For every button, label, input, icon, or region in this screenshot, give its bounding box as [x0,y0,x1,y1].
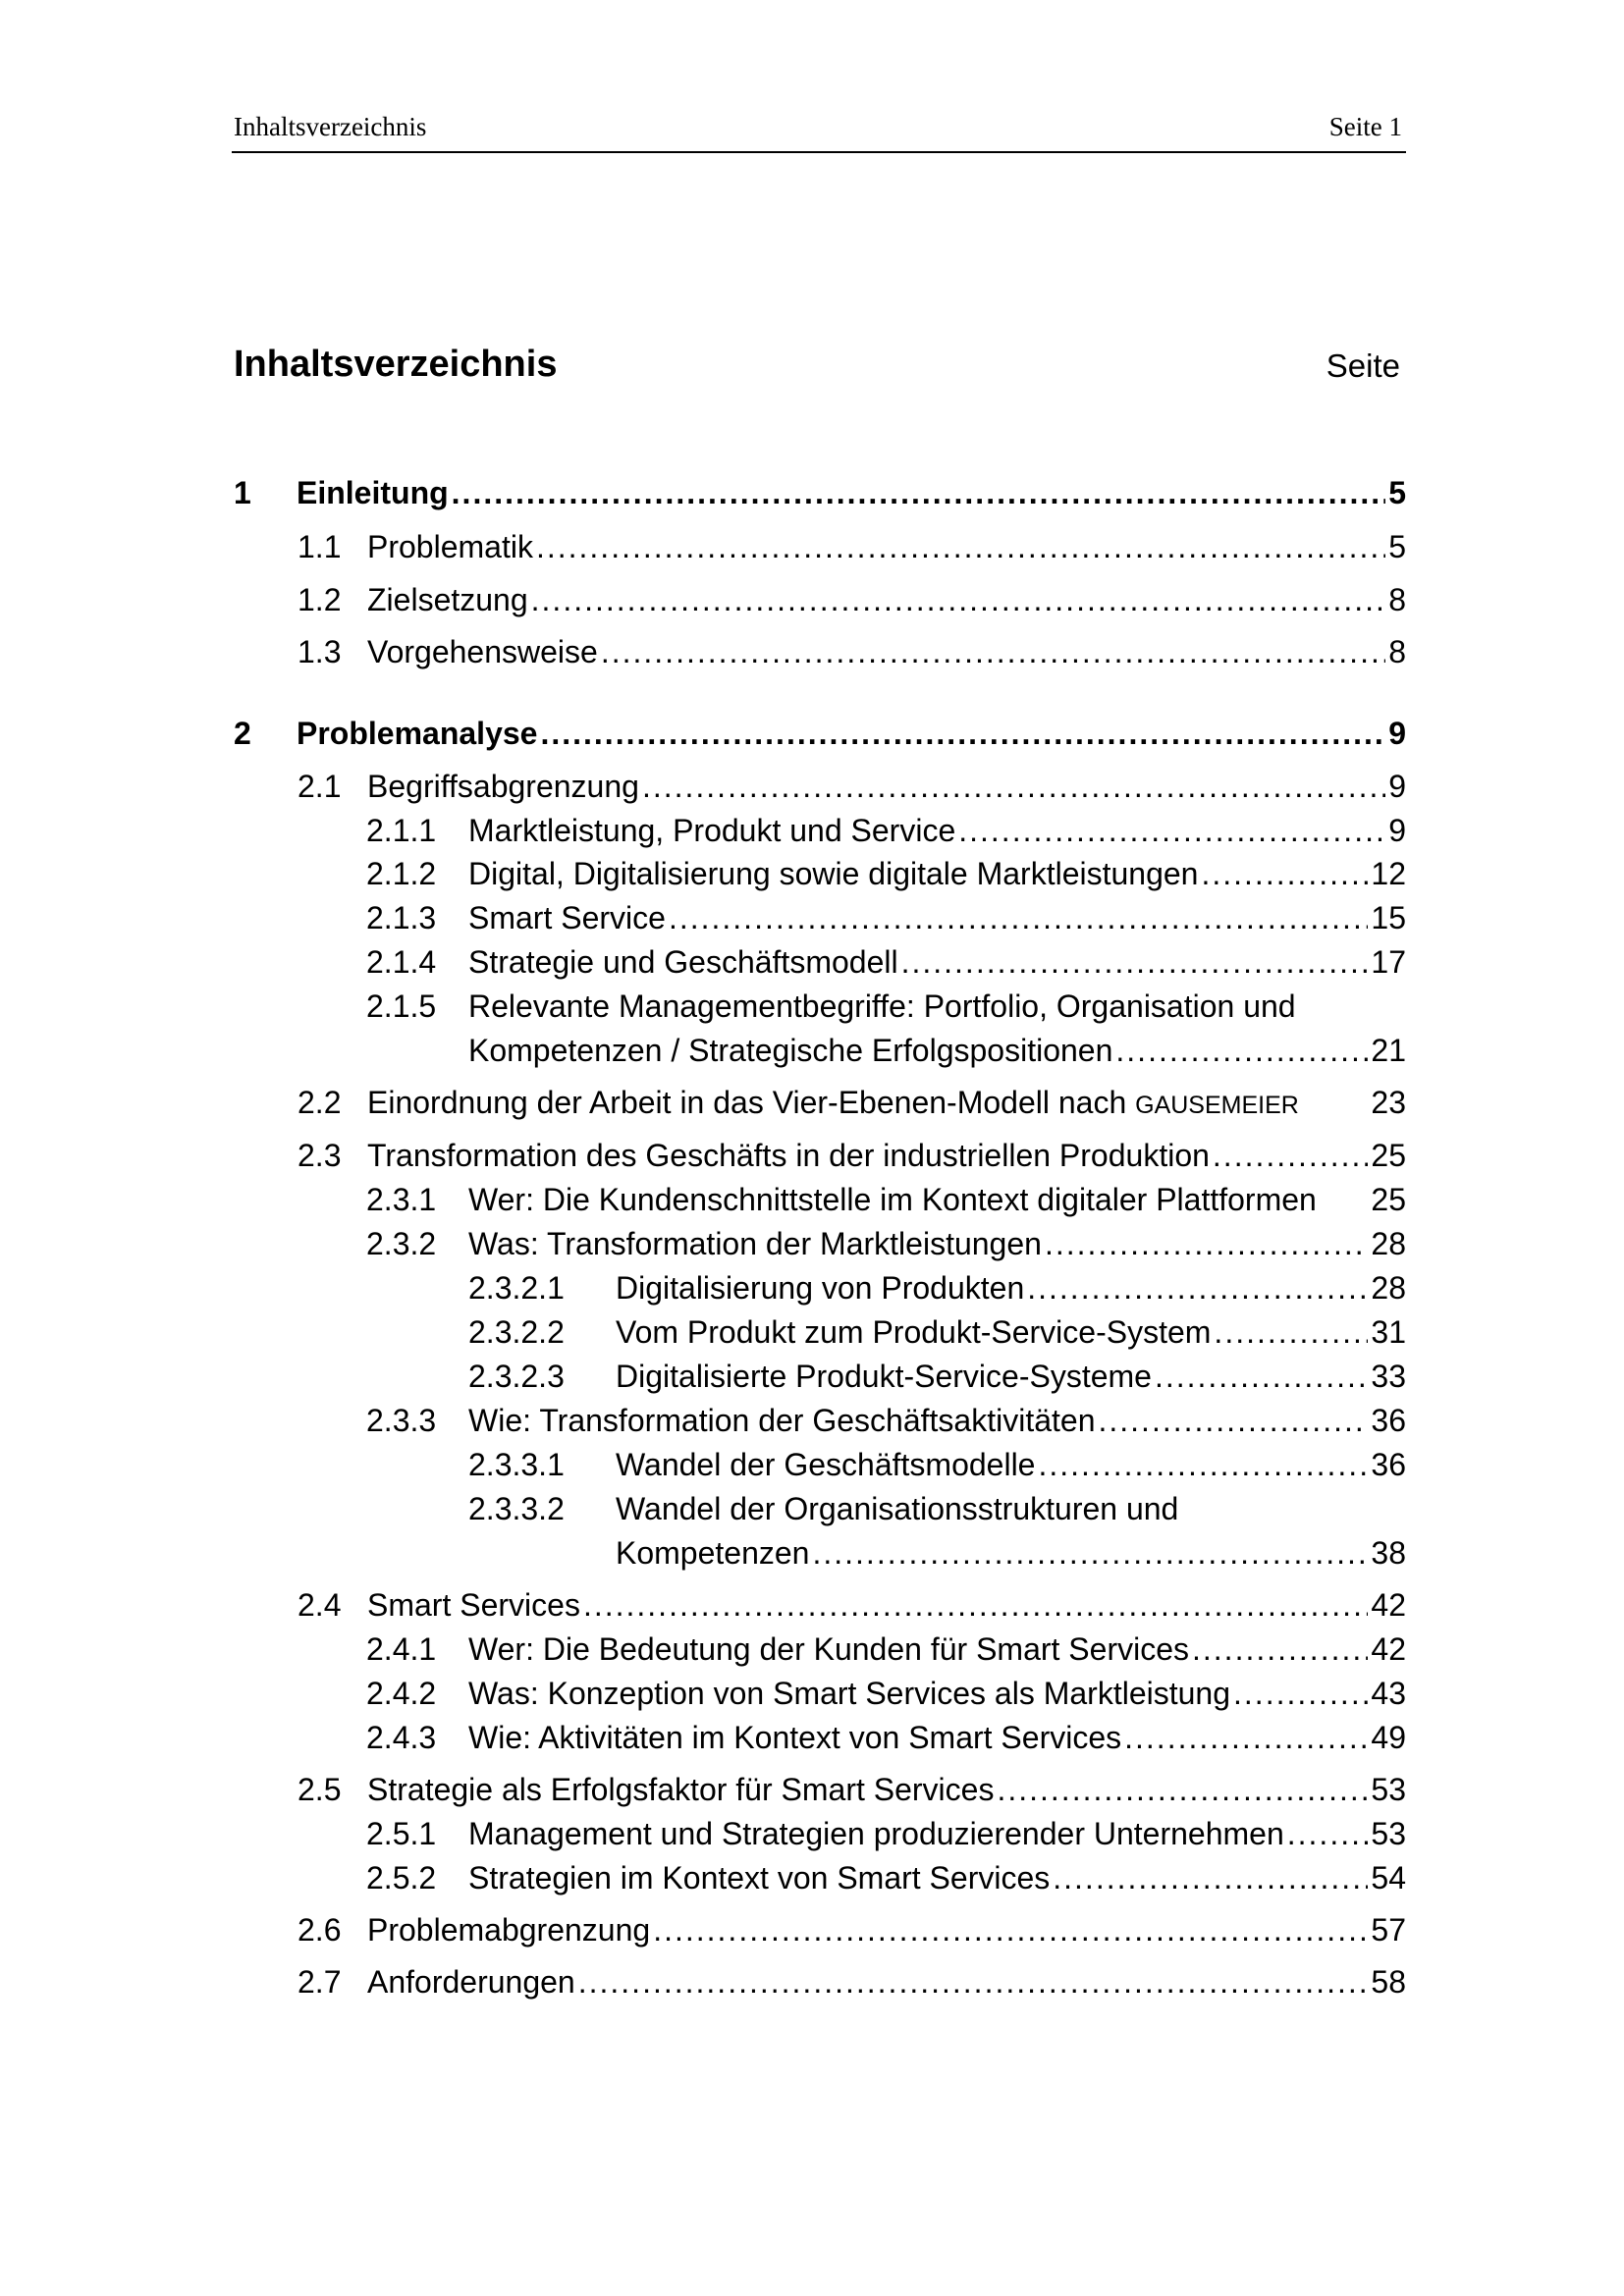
toc-page: 42 [1371,1587,1406,1623]
toc-leader [1115,1031,1368,1070]
toc-entry-1[interactable] [234,473,1406,512]
toc-entry-2-3-2-1[interactable] [468,1268,1406,1308]
toc-entry-2-3-2-2[interactable] [468,1312,1406,1352]
toc-page: 53 [1371,1772,1406,1807]
toc-entry-2-1-1[interactable] [366,811,1406,850]
toc-number: 2.1.2 [366,856,437,891]
toc-entry-2-1-2[interactable] [366,854,1406,893]
toc-leader [540,714,1385,753]
toc-number: 2.3.3.1 [468,1447,565,1482]
toc-title: Digital, Digitalisierung sowie digitale Marktleistungen [468,856,1199,891]
toc-entry-2[interactable] [234,714,1406,753]
toc-leader [1192,1629,1368,1669]
toc-page: 33 [1371,1359,1406,1394]
toc-entry-2-5[interactable] [298,1770,1406,1809]
toc-title-text: Einordnung der Arbeit in das Vier-Ebenen-Modell nach [367,1085,1127,1120]
toc-number: 2.3.3 [366,1403,437,1438]
toc-page: 36 [1371,1403,1406,1438]
toc-title: Digitalisierte Produkt-Service-Systeme [616,1359,1152,1394]
toc-page: 54 [1371,1860,1406,1896]
toc-page: 9 [1388,716,1406,751]
toc-number: 1 [234,475,251,510]
toc-entry-2-3-2-3[interactable] [468,1357,1406,1396]
toc-title: Wie: Transformation der Geschäftsaktivitäten [468,1403,1096,1438]
toc-entry-2-3[interactable] [298,1136,1406,1175]
toc-entry-2-7[interactable] [298,1962,1406,2002]
toc-leader [669,898,1368,937]
toc-page: 53 [1371,1816,1406,1851]
running-header-title: Inhaltsverzeichnis [234,112,427,141]
toc-title: Strategien im Kontext von Smart Services [468,1860,1051,1896]
running-header [232,108,1406,153]
toc-number: 2.1.3 [366,900,437,935]
toc-title: Was: Konzeption von Smart Services als Marktleistung [468,1676,1231,1711]
toc-page: 21 [1371,1033,1406,1068]
toc-number: 2.5.1 [366,1816,437,1851]
toc-page: 25 [1371,1138,1406,1173]
toc-title: Wer: Die Kundenschnittstelle im Kontext digitaler Plattformen [468,1182,1317,1217]
toc-leader [452,473,1386,512]
toc-entry-2-3-3-2[interactable] [468,1489,1406,1528]
toc-number: 2.3.3.2 [468,1491,565,1526]
toc-leader [642,767,1385,806]
toc-entry-2-1-4[interactable] [366,942,1406,982]
toc-page: 31 [1371,1314,1406,1350]
toc-leader [1155,1357,1368,1396]
toc-page: 28 [1371,1226,1406,1261]
toc-page: 42 [1371,1631,1406,1667]
toc-leader [653,1910,1368,1949]
toc-entry-1-2[interactable] [298,580,1406,619]
toc-title: Vorgehensweise [367,634,598,669]
toc-number: 1.2 [298,582,342,617]
toc-leader [583,1585,1368,1625]
toc-leader [1045,1224,1368,1263]
toc-title: Problematik [367,529,533,564]
author-name-smallcaps: GAUSEMEIER [1135,1092,1299,1119]
toc-number: 2.3.2.1 [468,1270,565,1306]
toc-page: 57 [1371,1912,1406,1948]
toc-title-continued: Kompetenzen [616,1535,810,1571]
toc-entry-2-4[interactable] [298,1585,1406,1625]
toc-entry-2-4-2[interactable] [366,1674,1406,1713]
toc-leader [1214,1312,1368,1352]
toc-entry-2-5-2[interactable] [366,1858,1406,1897]
toc-title: Strategie als Erfolgsfaktor für Smart Services [367,1772,995,1807]
toc-title: Wandel der Geschäftsmodelle [616,1447,1036,1482]
toc-title: Begriffsabgrenzung [367,769,639,804]
toc-title: Wer: Die Bedeutung der Kunden für Smart Services [468,1631,1189,1667]
running-header-page: Seite 1 [1328,112,1402,141]
toc-leader [1053,1858,1368,1897]
toc-entry-2-2[interactable] [298,1083,1406,1122]
toc-title: Management und Strategien produzierender Unternehmen [468,1816,1284,1851]
toc-leader [901,942,1369,982]
toc-number: 2.3.2.2 [468,1314,565,1350]
toc-title: Smart Service [468,900,666,935]
toc-number: 2.1 [298,769,342,804]
toc-leader [1213,1136,1369,1175]
toc-page: 12 [1371,856,1406,891]
toc-leader [1027,1268,1368,1308]
toc-number: 2.4.3 [366,1720,437,1755]
toc-leader [1233,1674,1368,1713]
toc-number: 2.4.1 [366,1631,437,1667]
toc-number: 2.1.1 [366,813,437,848]
toc-number: 2.6 [298,1912,342,1948]
toc-page: 5 [1388,475,1406,510]
toc-title: Relevante Managementbegriffe: Portfolio, Organisation und [468,988,1296,1024]
toc-leader [958,811,1385,850]
toc-entry-2-1-3[interactable] [366,898,1406,937]
toc-entry-1-3[interactable] [298,632,1406,671]
toc-leader [1038,1445,1368,1484]
toc-title: Marktleistung, Produkt und Service [468,813,956,848]
toc-number: 2.7 [298,1964,342,2000]
toc-entry-2-3-3-2-cont[interactable] [616,1533,1406,1573]
toc-entry-2-1-5-cont[interactable] [468,1031,1406,1070]
toc-title-continued: Kompetenzen / Strategische Erfolgspositionen [468,1033,1113,1068]
toc-leader [536,527,1385,566]
toc-page: 9 [1388,769,1406,804]
toc-number: 2.2 [298,1085,342,1120]
toc-page: 28 [1371,1270,1406,1306]
toc-entry-2-5-1[interactable] [366,1814,1406,1853]
toc-title: Strategie und Geschäftsmodell [468,944,898,980]
toc-title: Anforderungen [367,1964,575,2000]
toc-page: 58 [1371,1964,1406,2000]
toc-title: Einleitung [297,475,449,510]
page-title: Inhaltsverzeichnis [234,344,558,385]
toc-entry-2-3-3[interactable] [366,1401,1406,1440]
toc-entry-2-6[interactable] [298,1910,1406,1949]
toc-title: Problemabgrenzung [367,1912,651,1948]
toc-page: 49 [1371,1720,1406,1755]
toc-title: Problemanalyse [297,716,538,751]
toc-entry-2-3-2[interactable] [366,1224,1406,1263]
toc-number: 2.3.1 [366,1182,437,1217]
toc-number: 2.1.5 [366,988,437,1024]
toc-title: Vom Produkt zum Produkt-Service-System [616,1314,1212,1350]
toc-leader [1098,1401,1368,1440]
toc-entry-2-4-1[interactable] [366,1629,1406,1669]
toc-entry-2-3-1[interactable] [366,1180,1406,1219]
toc-page: 17 [1371,944,1406,980]
toc-title: Zielsetzung [367,582,528,617]
toc-leader [531,580,1386,619]
toc-number: 1.3 [298,634,342,669]
toc-title: Wandel der Organisationsstrukturen und [616,1491,1179,1526]
toc-page: 8 [1388,634,1406,669]
toc-entry-2-3-3-1[interactable] [468,1445,1406,1484]
toc-leader [578,1962,1369,2002]
toc-entry-2-1-5[interactable] [366,987,1406,1026]
toc-number: 2.5.2 [366,1860,437,1896]
toc-title: Transformation des Geschäfts in der industriellen Produktion [367,1138,1210,1173]
toc-page: 25 [1371,1182,1406,1217]
toc-page: 15 [1371,900,1406,935]
page-column-label: Seite [1326,347,1400,384]
toc-leader [812,1533,1368,1573]
toc-title: Digitalisierung von Produkten [616,1270,1025,1306]
toc-page: 23 [1371,1085,1406,1120]
toc-page: 43 [1371,1676,1406,1711]
toc-number: 2.3 [298,1138,342,1173]
toc-number: 2.3.2 [366,1226,437,1261]
toc-number: 1.1 [298,529,342,564]
toc-leader [1287,1814,1369,1853]
toc-number: 2.3.2.3 [468,1359,565,1394]
toc-leader [601,632,1385,671]
toc-title [367,1083,1299,1122]
toc-entry-2-4-3[interactable] [366,1718,1406,1757]
toc-page: 8 [1388,582,1406,617]
toc-entry-2-1[interactable] [298,767,1406,806]
toc-page: 38 [1371,1535,1406,1571]
toc-number: 2.4.2 [366,1676,437,1711]
toc-title: Was: Transformation der Marktleistungen [468,1226,1042,1261]
toc-leader [1201,854,1368,893]
toc-number: 2.1.4 [366,944,437,980]
toc-leader [997,1770,1368,1809]
toc-number: 2 [234,716,251,751]
toc-page: 9 [1388,813,1406,848]
toc-page: 36 [1371,1447,1406,1482]
toc-leader [1124,1718,1368,1757]
toc-number: 2.4 [298,1587,342,1623]
toc-number: 2.5 [298,1772,342,1807]
toc-title: Wie: Aktivitäten im Kontext von Smart Services [468,1720,1122,1755]
toc-entry-1-1[interactable] [298,527,1406,566]
toc-page: 5 [1388,529,1406,564]
toc-title: Smart Services [367,1587,580,1623]
